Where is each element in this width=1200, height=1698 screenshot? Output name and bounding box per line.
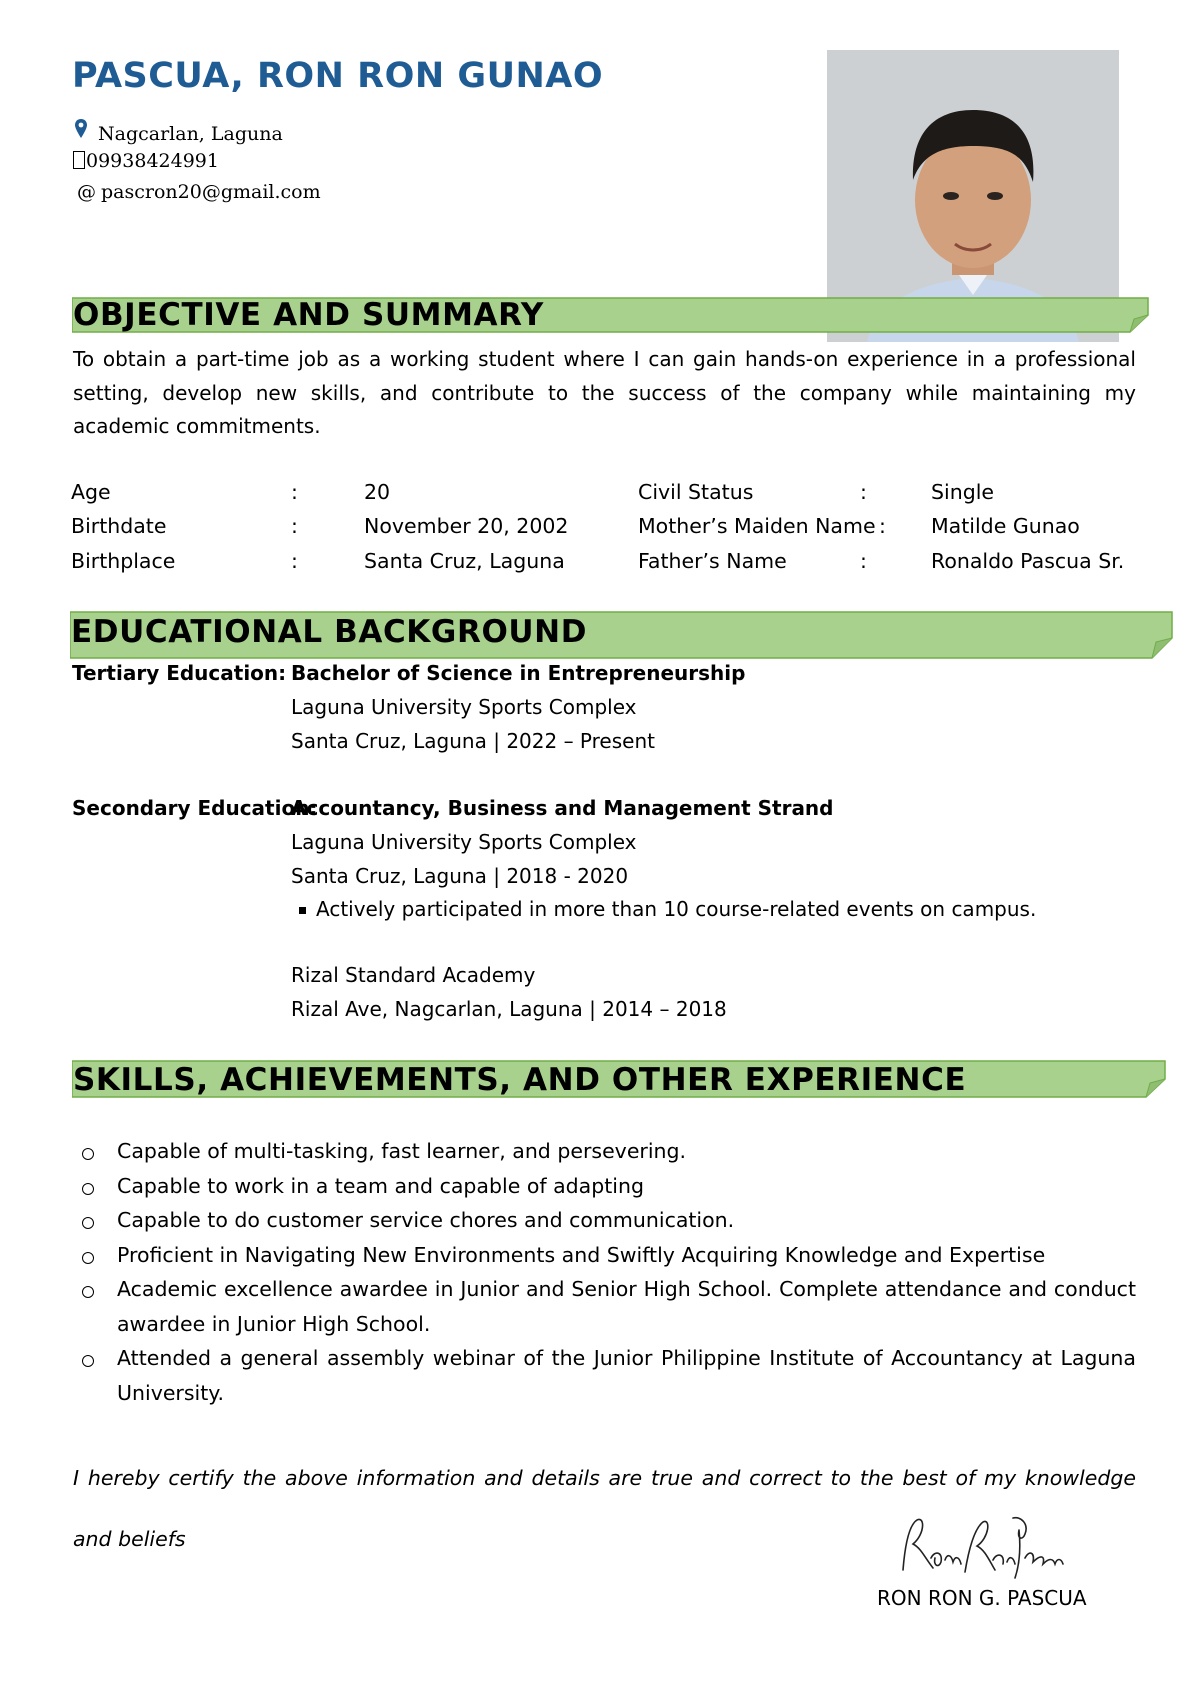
square-bullet-icon <box>299 907 306 914</box>
tertiary-school: Laguna University Sports Complex <box>291 695 637 719</box>
circle-bullet-icon <box>82 1355 94 1367</box>
circle-bullet-icon <box>82 1252 94 1264</box>
education-banner <box>70 611 1174 650</box>
location-text: Nagcarlan, Laguna <box>98 123 283 145</box>
secondary-bullet-text: Actively participated in more than 10 course-related events on campus. <box>316 897 1037 921</box>
contact-email <box>77 181 321 203</box>
junior-school: Rizal Standard Academy <box>291 963 536 987</box>
at-icon: @ <box>77 181 96 203</box>
tertiary-place-years: Santa Cruz, Laguna | 2022 – Present <box>291 729 655 753</box>
list-item: Capable to do customer service chores and communication. <box>72 1203 1136 1238</box>
list-item: Attended a general assembly webinar of the Junior Philippine Institute of Accountancy at Laguna University. <box>72 1341 1136 1410</box>
circle-bullet-icon <box>82 1148 94 1160</box>
secondary-bullet <box>299 897 1036 921</box>
secondary-place-years: Santa Cruz, Laguna | 2018 - 2020 <box>291 864 629 888</box>
info-value-birthdate: November 20, 2002 <box>364 514 569 538</box>
info-value-mother: Matilde Gunao <box>931 514 1080 538</box>
info-label-birthdate: Birthdate <box>71 514 167 538</box>
handwritten-signature <box>895 1510 1065 1589</box>
info-label-birthplace: Birthplace <box>71 549 176 573</box>
applicant-name: PASCUA, RON RON GUNAO <box>72 56 604 96</box>
education-heading: EDUCATIONAL BACKGROUND <box>71 614 588 650</box>
contact-location <box>74 118 283 145</box>
junior-place-years: Rizal Ave, Nagcarlan, Laguna | 2014 – 2018 <box>291 997 727 1021</box>
info-sep: : <box>291 514 298 538</box>
info-label-age: Age <box>71 480 111 504</box>
info-value-father: Ronaldo Pascua Sr. <box>931 549 1125 573</box>
tertiary-degree: Bachelor of Science in Entrepreneurship <box>291 661 746 685</box>
info-sep: : <box>860 480 867 504</box>
info-sep: : <box>291 549 298 573</box>
info-value-age: 20 <box>364 480 391 504</box>
location-pin-icon <box>74 118 98 145</box>
certification-statement: I hereby certify the above information and details are true and correct to the best of my knowledge and beliefs <box>73 1466 1136 1551</box>
info-label-mother: Mother’s Maiden Name <box>638 514 876 538</box>
info-sep: : <box>860 549 867 573</box>
secondary-label: Secondary Education: <box>72 796 318 820</box>
phone-number: 09938424991 <box>86 150 219 172</box>
objective-text: To obtain a part-time job as a working student where I can gain hands-on experience in a professional setting, develop new skills, and contribute to the success of the company while maintaining my academic commitments. <box>73 347 1136 438</box>
printed-name: RON RON G. PASCUA <box>877 1586 1087 1610</box>
list-item: Capable of multi-tasking, fast learner, and persevering. <box>72 1134 1136 1169</box>
circle-bullet-icon <box>82 1217 94 1229</box>
skills-heading: SKILLS, ACHIEVEMENTS, AND OTHER EXPERIENCE <box>73 1062 967 1098</box>
skills-list <box>72 1134 1136 1410</box>
email-text[interactable]: pascron20@gmail.com <box>101 181 321 203</box>
info-value-birthplace: Santa Cruz, Laguna <box>364 549 565 573</box>
circle-bullet-icon <box>82 1183 94 1195</box>
phone-icon <box>73 151 85 169</box>
list-item: Proficient in Navigating New Environments and Swiftly Acquiring Knowledge and Expertise <box>72 1238 1136 1273</box>
info-label-civil-status: Civil Status <box>638 480 754 504</box>
objective-heading: OBJECTIVE AND SUMMARY <box>73 297 544 333</box>
circle-bullet-icon <box>82 1286 94 1298</box>
contact-phone <box>73 150 219 172</box>
skills-banner <box>72 1060 1167 1096</box>
info-sep: : <box>291 480 298 504</box>
tertiary-label: Tertiary Education: <box>72 661 287 685</box>
info-sep: : <box>879 514 886 538</box>
info-value-civil-status: Single <box>931 480 995 504</box>
list-item: Academic excellence awardee in Junior and Senior High School. Complete attendance and conduct awardee in Junior High School. <box>72 1272 1136 1341</box>
list-item: Capable to work in a team and capable of adapting <box>72 1169 1136 1204</box>
secondary-strand: Accountancy, Business and Management Strand <box>291 796 834 820</box>
info-label-father: Father’s Name <box>638 549 787 573</box>
objective-banner <box>72 297 1150 333</box>
secondary-school: Laguna University Sports Complex <box>291 830 637 854</box>
